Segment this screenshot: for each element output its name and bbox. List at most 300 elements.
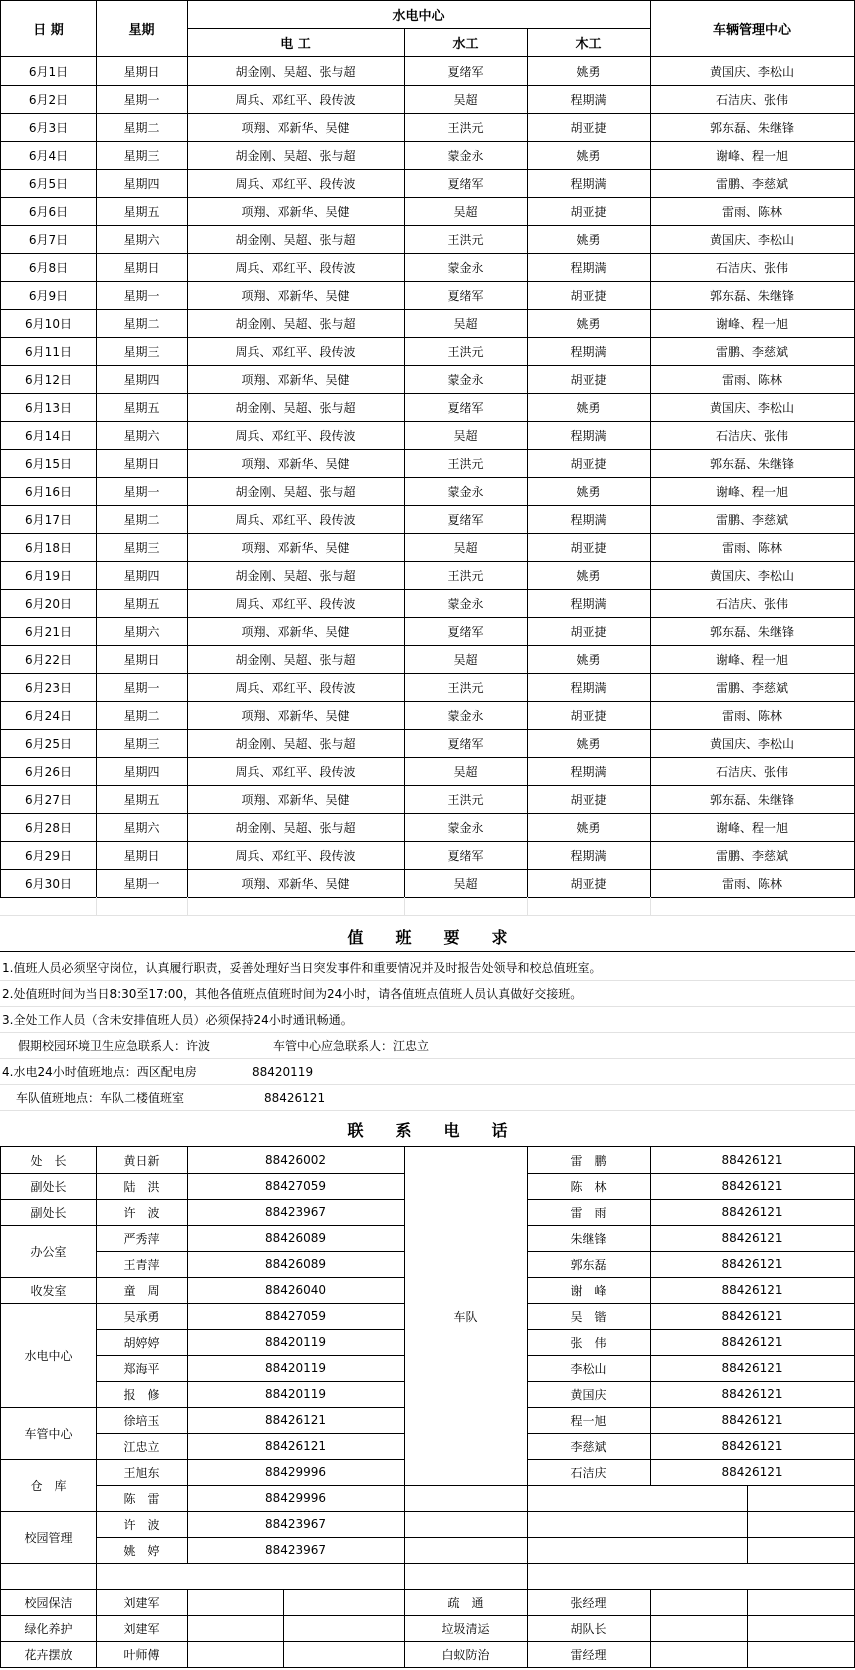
plumber-cell: 夏绪军 [404, 729, 528, 758]
weekday-cell: 星期三 [96, 729, 188, 758]
department-cell: 副处长 [0, 1199, 97, 1226]
plumber-cell: 王洪元 [404, 785, 528, 814]
carpenter-cell: 程期满 [527, 337, 651, 366]
contact-name: 胡婷婷 [96, 1329, 188, 1356]
motorcade-name: 朱继锋 [527, 1225, 651, 1252]
carpenter-cell: 姚勇 [527, 393, 651, 422]
contact-phone: 88426121 [187, 1407, 405, 1434]
vehicle-cell: 雷雨、陈林 [650, 365, 855, 394]
plumber-cell: 蒙金永 [404, 589, 528, 618]
electrician-cell: 项翔、邓新华、吴健 [187, 113, 405, 142]
department-cell: 办公室 [0, 1225, 97, 1278]
electrician-cell: 周兵、邓红平、段传波 [187, 85, 405, 114]
plumber-cell: 蒙金永 [404, 813, 528, 842]
weekday-cell: 星期一 [96, 477, 188, 506]
date-cell: 6月9日 [0, 281, 97, 310]
electrician-cell: 项翔、邓新华、吴健 [187, 533, 405, 562]
vehicle-cell: 郭东磊、朱继锋 [650, 281, 855, 310]
vehicle-cell: 谢峰、程一旭 [650, 645, 855, 674]
plumber-cell: 夏绪军 [404, 505, 528, 534]
empty-cell [96, 1563, 405, 1590]
department-cell: 收发室 [0, 1277, 97, 1304]
date-cell: 6月25日 [0, 729, 97, 758]
motorcade-phone: 88426121 [650, 1147, 855, 1174]
department-cell: 处 长 [0, 1147, 97, 1174]
date-cell: 6月10日 [0, 309, 97, 338]
carpenter-cell: 胡亚捷 [527, 785, 651, 814]
motorcade-phone: 88426121 [650, 1355, 855, 1382]
carpenter-cell: 程期满 [527, 169, 651, 198]
carpenter-cell: 程期满 [527, 505, 651, 534]
electrician-cell: 胡金刚、吴超、张与超 [187, 477, 405, 506]
carpenter-cell: 姚勇 [527, 813, 651, 842]
weekday-cell: 星期六 [96, 421, 188, 450]
weekday-cell: 星期日 [96, 645, 188, 674]
date-cell: 6月14日 [0, 421, 97, 450]
carpenter-cell: 程期满 [527, 673, 651, 702]
grid-line [0, 1110, 855, 1111]
motorcade-phone: 88426121 [650, 1173, 855, 1200]
electrician-cell: 周兵、邓红平、段传波 [187, 673, 405, 702]
department-cell: 副处长 [0, 1173, 97, 1200]
motorcade-duty-phone: 88426121 [264, 1090, 326, 1105]
carpenter-cell: 胡亚捷 [527, 617, 651, 646]
contact-name: 报 修 [96, 1381, 188, 1408]
vehicle-cell: 郭东磊、朱继锋 [650, 617, 855, 646]
empty-cell [187, 1589, 284, 1616]
date-cell: 6月15日 [0, 449, 97, 478]
vehicle-cell: 石洁庆、张伟 [650, 589, 855, 618]
contact-name: 陆 洪 [96, 1173, 188, 1200]
weekday-cell: 星期日 [96, 57, 188, 86]
contact-phone: 88423967 [187, 1511, 405, 1538]
plumber-cell: 夏绪军 [404, 617, 528, 646]
electrician-cell: 周兵、邓红平、段传波 [187, 421, 405, 450]
contact-name: 王旭东 [96, 1459, 188, 1486]
service-contact: 刘建军 [96, 1589, 188, 1616]
service-type: 校园保洁 [0, 1589, 97, 1616]
motorcade-name: 雷 鹏 [527, 1147, 651, 1174]
contacts-title: 联 系 电 话 [0, 1112, 855, 1147]
empty-cell [650, 1641, 748, 1668]
service-type: 花卉摆放 [0, 1641, 97, 1668]
sanitation-contact: 假期校园环境卫生应急联系人：许波 [18, 1039, 211, 1053]
weekday-cell: 星期六 [96, 617, 188, 646]
vehicle-cell: 石洁庆、张伟 [650, 757, 855, 786]
plumber-cell: 吴超 [404, 421, 528, 450]
empty-cell [283, 1589, 405, 1616]
vehicle-cell: 谢峰、程一旭 [650, 141, 855, 170]
date-cell: 6月24日 [0, 701, 97, 730]
vehicle-cell: 郭东磊、朱继锋 [650, 785, 855, 814]
contact-name: 姚 婷 [96, 1537, 188, 1564]
carpenter-cell: 程期满 [527, 841, 651, 870]
carpenter-cell: 程期满 [527, 253, 651, 282]
weekday-cell: 星期一 [96, 673, 188, 702]
weekday-cell: 星期五 [96, 589, 188, 618]
electrician-cell: 项翔、邓新华、吴健 [187, 197, 405, 226]
date-cell: 6月23日 [0, 673, 97, 702]
weekday-cell: 星期一 [96, 281, 188, 310]
empty-cell [283, 1615, 405, 1642]
grid-line [527, 897, 528, 915]
contact-name: 许 波 [96, 1199, 188, 1226]
date-cell: 6月4日 [0, 141, 97, 170]
date-cell: 6月16日 [0, 477, 97, 506]
vehicle-cell: 雷鹏、李慈斌 [650, 337, 855, 366]
electrician-cell: 项翔、邓新华、吴健 [187, 449, 405, 478]
plumber-cell: 吴超 [404, 645, 528, 674]
vehicle-cell: 雷鹏、李慈斌 [650, 841, 855, 870]
contact-name: 徐培玉 [96, 1407, 188, 1434]
electrician-cell: 项翔、邓新华、吴健 [187, 785, 405, 814]
date-cell: 6月19日 [0, 561, 97, 590]
vehicle-cell: 黄国庆、李松山 [650, 225, 855, 254]
date-cell: 6月11日 [0, 337, 97, 366]
vehicle-cell: 石洁庆、张伟 [650, 253, 855, 282]
contact-phone: 88427059 [187, 1303, 405, 1330]
empty-cell [187, 1615, 284, 1642]
weekday-cell: 星期五 [96, 785, 188, 814]
electrician-cell: 胡金刚、吴超、张与超 [187, 645, 405, 674]
plumber-cell: 吴超 [404, 869, 528, 898]
electrician-cell: 周兵、邓红平、段传波 [187, 841, 405, 870]
motorcade-name: 吴 锴 [527, 1303, 651, 1330]
electrician-cell: 项翔、邓新华、吴健 [187, 281, 405, 310]
vehicle-cell: 雷鹏、李慈斌 [650, 505, 855, 534]
vehicle-cell: 黄国庆、李松山 [650, 393, 855, 422]
empty-cell [747, 1511, 855, 1538]
carpenter-cell: 胡亚捷 [527, 197, 651, 226]
electrician-cell: 项翔、邓新华、吴健 [187, 617, 405, 646]
contact-phone: 88420119 [187, 1381, 405, 1408]
motorcade-phone: 88426121 [650, 1433, 855, 1460]
weekday-cell: 星期日 [96, 253, 188, 282]
grid-line [404, 897, 405, 915]
electrician-cell: 胡金刚、吴超、张与超 [187, 309, 405, 338]
date-cell: 6月17日 [0, 505, 97, 534]
electrician-cell: 项翔、邓新华、吴健 [187, 869, 405, 898]
contact-name: 童 周 [96, 1277, 188, 1304]
vehicle-cell: 谢峰、程一旭 [650, 813, 855, 842]
weekday-cell: 星期四 [96, 365, 188, 394]
service-contact: 雷经理 [527, 1641, 651, 1668]
electrician-cell: 周兵、邓红平、段传波 [187, 337, 405, 366]
plumber-cell: 王洪元 [404, 225, 528, 254]
date-cell: 6月5日 [0, 169, 97, 198]
vehicle-cell: 黄国庆、李松山 [650, 57, 855, 86]
weekday-cell: 星期四 [96, 169, 188, 198]
weekday-cell: 星期三 [96, 337, 188, 366]
date-cell: 6月27日 [0, 785, 97, 814]
weekday-cell: 星期二 [96, 113, 188, 142]
empty-cell [187, 1641, 284, 1668]
service-type: 垃圾清运 [404, 1615, 528, 1642]
date-cell: 6月7日 [0, 225, 97, 254]
plumber-cell: 王洪元 [404, 673, 528, 702]
electrician-cell: 胡金刚、吴超、张与超 [187, 393, 405, 422]
weekday-cell: 星期日 [96, 841, 188, 870]
carpenter-cell: 姚勇 [527, 57, 651, 86]
carpenter-cell: 姚勇 [527, 561, 651, 590]
grid-line [187, 897, 188, 915]
motorcade-name: 石洁庆 [527, 1459, 651, 1486]
vehicle-cell: 黄国庆、李松山 [650, 561, 855, 590]
empty-cell [527, 1563, 855, 1590]
header-hydro-center: 水电中心 [187, 0, 651, 29]
requirement-4: 4.水电24小时值班地点：西区配电房 [2, 1065, 197, 1079]
weekday-cell: 星期二 [96, 701, 188, 730]
motorcade-name: 程一旭 [527, 1407, 651, 1434]
electrician-cell: 项翔、邓新华、吴健 [187, 701, 405, 730]
plumber-cell: 王洪元 [404, 449, 528, 478]
electrician-cell: 周兵、邓红平、段传波 [187, 505, 405, 534]
date-cell: 6月1日 [0, 57, 97, 86]
date-cell: 6月12日 [0, 365, 97, 394]
vehicle-cell: 雷雨、陈林 [650, 533, 855, 562]
vehicle-cell: 黄国庆、李松山 [650, 729, 855, 758]
empty-cell [527, 1511, 748, 1538]
contact-phone: 88423967 [187, 1537, 405, 1564]
plumber-cell: 夏绪军 [404, 841, 528, 870]
weekday-cell: 星期一 [96, 869, 188, 898]
date-cell: 6月18日 [0, 533, 97, 562]
carpenter-cell: 姚勇 [527, 309, 651, 338]
service-type: 白蚁防治 [404, 1641, 528, 1668]
date-cell: 6月30日 [0, 869, 97, 898]
electrician-cell: 胡金刚、吴超、张与超 [187, 729, 405, 758]
empty-cell [283, 1641, 405, 1668]
carpenter-cell: 胡亚捷 [527, 449, 651, 478]
empty-cell [404, 1537, 528, 1564]
carpenter-cell: 姚勇 [527, 645, 651, 674]
motorcade-phone: 88426121 [650, 1225, 855, 1252]
date-cell: 6月22日 [0, 645, 97, 674]
contact-phone: 88426002 [187, 1147, 405, 1174]
contact-phone: 88426121 [187, 1433, 405, 1460]
electrician-cell: 周兵、邓红平、段传波 [187, 253, 405, 282]
contact-phone: 88423967 [187, 1199, 405, 1226]
vehicle-contact: 车管中心应急联系人：江忠立 [273, 1039, 430, 1053]
motorcade-name: 谢 峰 [527, 1277, 651, 1304]
empty-cell [747, 1615, 855, 1642]
plumber-cell: 吴超 [404, 533, 528, 562]
electrician-cell: 胡金刚、吴超、张与超 [187, 57, 405, 86]
hydro-duty-phone: 88420119 [252, 1064, 314, 1079]
motorcade-name: 李慈斌 [527, 1433, 651, 1460]
motorcade-phone: 88426121 [650, 1329, 855, 1356]
weekday-cell: 星期六 [96, 813, 188, 842]
carpenter-cell: 胡亚捷 [527, 701, 651, 730]
carpenter-cell: 程期满 [527, 85, 651, 114]
electrician-cell: 周兵、邓红平、段传波 [187, 169, 405, 198]
weekday-cell: 星期二 [96, 505, 188, 534]
header-carpenter: 木工 [527, 28, 651, 57]
motorcade-phone: 88426121 [650, 1251, 855, 1278]
empty-cell [747, 1485, 855, 1512]
plumber-cell: 蒙金永 [404, 365, 528, 394]
date-cell: 6月3日 [0, 113, 97, 142]
empty-cell [527, 1537, 748, 1564]
carpenter-cell: 胡亚捷 [527, 533, 651, 562]
empty-cell [404, 1511, 528, 1538]
vehicle-cell: 郭东磊、朱继锋 [650, 113, 855, 142]
motorcade-phone: 88426121 [650, 1277, 855, 1304]
vehicle-cell: 郭东磊、朱继锋 [650, 449, 855, 478]
grid-line [96, 897, 97, 915]
contact-name: 严秀萍 [96, 1225, 188, 1252]
plumber-cell: 夏绪军 [404, 57, 528, 86]
contact-name: 郑海平 [96, 1355, 188, 1382]
motorcade-name: 陈 林 [527, 1173, 651, 1200]
electrician-cell: 胡金刚、吴超、张与超 [187, 813, 405, 842]
plumber-cell: 蒙金永 [404, 477, 528, 506]
empty-cell [650, 1589, 748, 1616]
contact-phone: 88429996 [187, 1459, 405, 1486]
header-weekday: 星期 [96, 0, 188, 57]
vehicle-cell: 石洁庆、张伟 [650, 85, 855, 114]
contact-phone: 88420119 [187, 1355, 405, 1382]
vehicle-cell: 谢峰、程一旭 [650, 477, 855, 506]
weekday-cell: 星期四 [96, 757, 188, 786]
empty-cell [747, 1641, 855, 1668]
carpenter-cell: 胡亚捷 [527, 281, 651, 310]
contact-phone: 88426040 [187, 1277, 405, 1304]
empty-cell [747, 1589, 855, 1616]
motorcade-phone: 88426121 [650, 1459, 855, 1486]
motorcade-duty-location: 车队值班地点：车队二楼值班室 [16, 1091, 185, 1105]
weekday-cell: 星期六 [96, 225, 188, 254]
carpenter-cell: 姚勇 [527, 225, 651, 254]
header-electrician: 电 工 [187, 28, 405, 57]
contact-phone: 88426089 [187, 1225, 405, 1252]
contact-name: 吴承勇 [96, 1303, 188, 1330]
department-cell: 水电中心 [0, 1303, 97, 1408]
contact-name: 许 波 [96, 1511, 188, 1538]
plumber-cell: 吴超 [404, 309, 528, 338]
date-cell: 6月28日 [0, 813, 97, 842]
empty-cell [527, 1485, 748, 1512]
plumber-cell: 蒙金永 [404, 253, 528, 282]
motorcade-name: 张 伟 [527, 1329, 651, 1356]
weekday-cell: 星期二 [96, 309, 188, 338]
date-cell: 6月13日 [0, 393, 97, 422]
carpenter-cell: 程期满 [527, 421, 651, 450]
empty-cell [404, 1563, 528, 1590]
carpenter-cell: 程期满 [527, 757, 651, 786]
plumber-cell: 夏绪军 [404, 169, 528, 198]
service-contact: 叶师傅 [96, 1641, 188, 1668]
weekday-cell: 星期三 [96, 533, 188, 562]
motorcade-name: 黄国庆 [527, 1381, 651, 1408]
carpenter-cell: 胡亚捷 [527, 869, 651, 898]
electrician-cell: 项翔、邓新华、吴健 [187, 365, 405, 394]
contact-phone: 88429996 [187, 1485, 405, 1512]
header-vehicle-center: 车辆管理中心 [650, 0, 855, 57]
plumber-cell: 王洪元 [404, 113, 528, 142]
weekday-cell: 星期四 [96, 561, 188, 590]
contact-name: 江忠立 [96, 1433, 188, 1460]
plumber-cell: 夏绪军 [404, 281, 528, 310]
vehicle-cell: 谢峰、程一旭 [650, 309, 855, 338]
service-contact: 刘建军 [96, 1615, 188, 1642]
weekday-cell: 星期五 [96, 197, 188, 226]
electrician-cell: 胡金刚、吴超、张与超 [187, 141, 405, 170]
plumber-cell: 吴超 [404, 757, 528, 786]
contact-phone: 88427059 [187, 1173, 405, 1200]
empty-cell [650, 1615, 748, 1642]
motorcade-name: 雷 雨 [527, 1199, 651, 1226]
date-cell: 6月20日 [0, 589, 97, 618]
department-cell: 仓 库 [0, 1459, 97, 1512]
motorcade-phone: 88426121 [650, 1407, 855, 1434]
service-type: 绿化养护 [0, 1615, 97, 1642]
plumber-cell: 吴超 [404, 197, 528, 226]
weekday-cell: 星期日 [96, 449, 188, 478]
date-cell: 6月29日 [0, 841, 97, 870]
service-contact: 胡队长 [527, 1615, 651, 1642]
electrician-cell: 胡金刚、吴超、张与超 [187, 225, 405, 254]
grid-line [0, 915, 855, 916]
motorcade-name: 郭东磊 [527, 1251, 651, 1278]
carpenter-cell: 姚勇 [527, 729, 651, 758]
plumber-cell: 吴超 [404, 85, 528, 114]
motorcade-label: 车队 [404, 1147, 528, 1486]
empty-cell [0, 1563, 97, 1590]
plumber-cell: 夏绪军 [404, 393, 528, 422]
motorcade-phone: 88426121 [650, 1381, 855, 1408]
weekday-cell: 星期一 [96, 85, 188, 114]
date-cell: 6月6日 [0, 197, 97, 226]
plumber-cell: 王洪元 [404, 561, 528, 590]
date-cell: 6月21日 [0, 617, 97, 646]
vehicle-cell: 石洁庆、张伟 [650, 421, 855, 450]
motorcade-phone: 88426121 [650, 1199, 855, 1226]
contact-name: 王青萍 [96, 1251, 188, 1278]
electrician-cell: 周兵、邓红平、段传波 [187, 757, 405, 786]
weekday-cell: 星期三 [96, 141, 188, 170]
plumber-cell: 蒙金永 [404, 701, 528, 730]
plumber-cell: 王洪元 [404, 337, 528, 366]
requirement-2: 2.处值班时间为当日8:30至17:00，其他各值班点值班时间为24小时，请各值班点值班人员认真做好交接班。 [2, 987, 583, 1001]
requirements-title: 值 班 要 求 [0, 922, 855, 952]
empty-cell [747, 1537, 855, 1564]
service-type: 疏 通 [404, 1589, 528, 1616]
contact-phone: 88426089 [187, 1251, 405, 1278]
date-cell: 6月2日 [0, 85, 97, 114]
grid-line [650, 897, 651, 915]
date-cell: 6月8日 [0, 253, 97, 282]
motorcade-name: 李松山 [527, 1355, 651, 1382]
contact-name: 陈 雷 [96, 1485, 188, 1512]
carpenter-cell: 程期满 [527, 589, 651, 618]
carpenter-cell: 胡亚捷 [527, 365, 651, 394]
header-date: 日 期 [0, 0, 97, 57]
date-cell: 6月26日 [0, 757, 97, 786]
contact-phone: 88420119 [187, 1329, 405, 1356]
vehicle-cell: 雷雨、陈林 [650, 869, 855, 898]
service-contact: 张经理 [527, 1589, 651, 1616]
motorcade-phone: 88426121 [650, 1303, 855, 1330]
vehicle-cell: 雷鹏、李慈斌 [650, 169, 855, 198]
electrician-cell: 周兵、邓红平、段传波 [187, 589, 405, 618]
header-plumber: 水工 [404, 28, 528, 57]
vehicle-cell: 雷鹏、李慈斌 [650, 673, 855, 702]
carpenter-cell: 姚勇 [527, 477, 651, 506]
carpenter-cell: 姚勇 [527, 141, 651, 170]
contact-name: 黄日新 [96, 1147, 188, 1174]
weekday-cell: 星期五 [96, 393, 188, 422]
